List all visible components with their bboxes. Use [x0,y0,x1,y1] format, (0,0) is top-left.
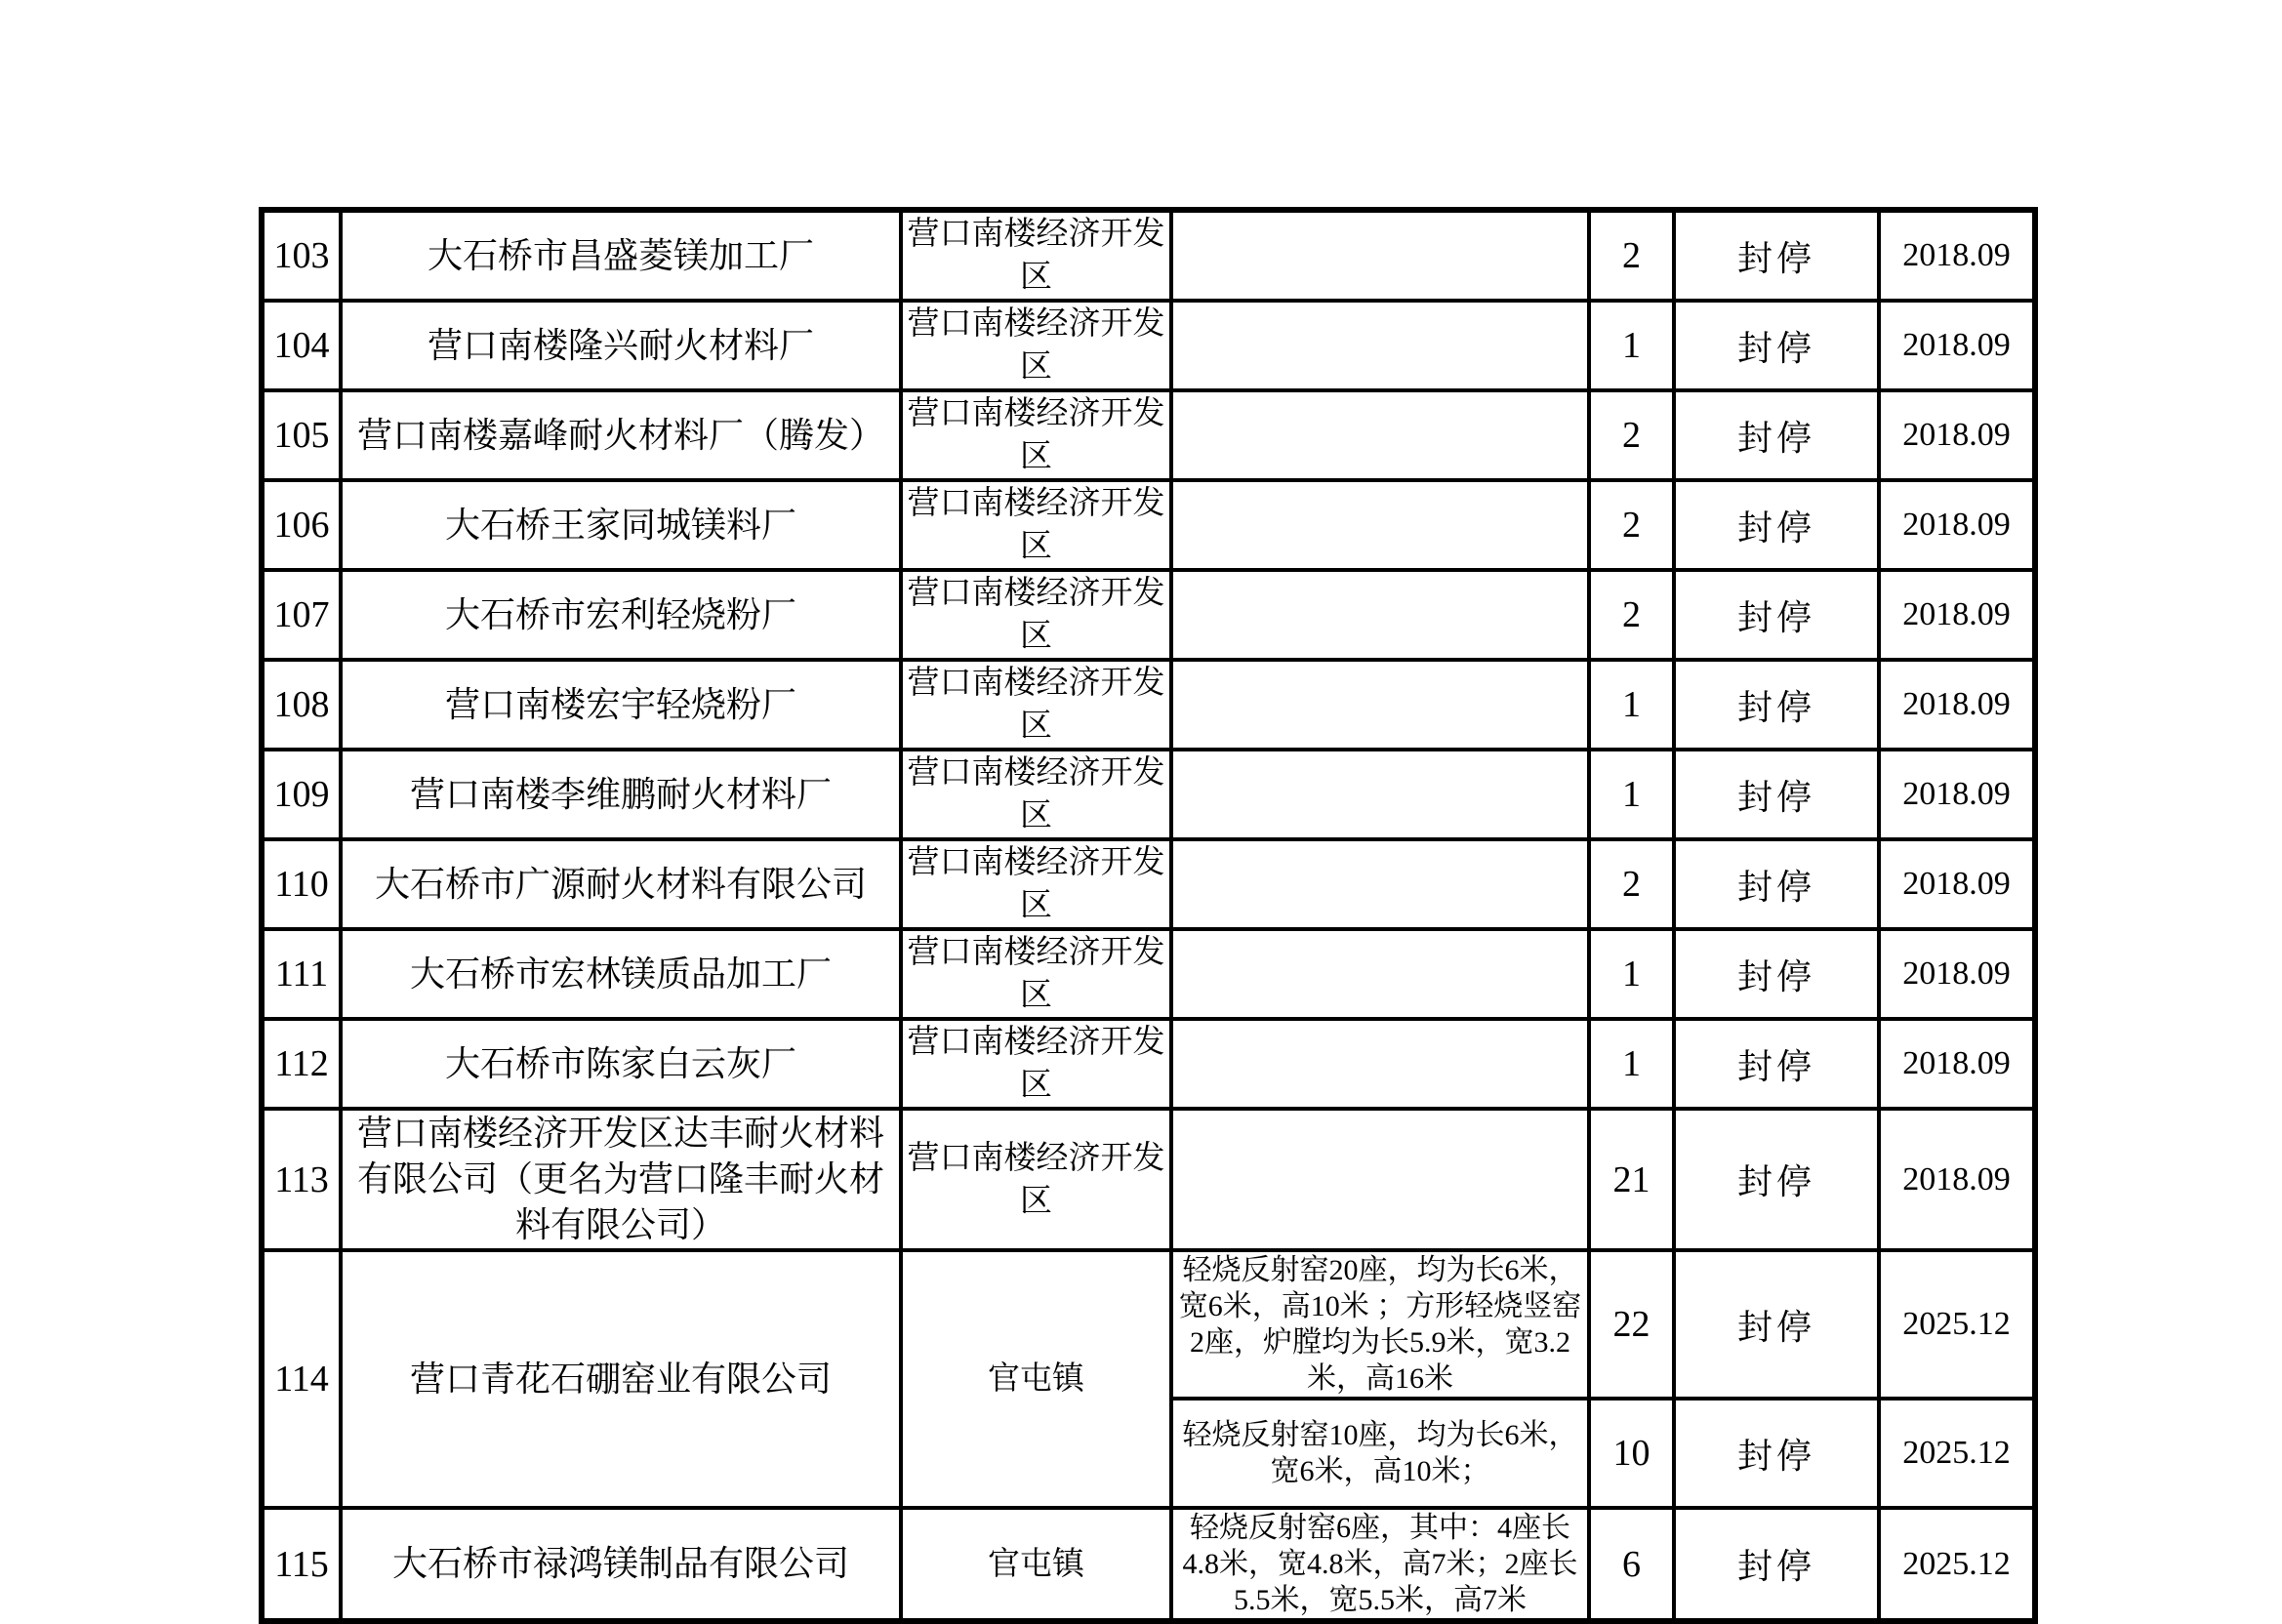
table-row [262,390,2035,480]
company-name-cell: 大石桥王家同城镁料厂 [341,480,901,570]
kiln-count-cell: 1 [1589,929,1674,1019]
kiln-count-cell: 6 [1589,1508,1674,1621]
kiln-count-cell: 2 [1589,570,1674,660]
row-number-cell: 110 [262,839,341,929]
row-number-cell: 105 [262,390,341,480]
date-cell: 2018.09 [1879,390,2035,480]
table-row [262,750,2035,839]
company-name-cell: 大石桥市陈家白云灰厂 [341,1019,901,1109]
company-name-cell: 营口南楼经济开发区达丰耐火材料有限公司（更名为营口隆丰耐火材料有限公司） [341,1109,901,1250]
status-cell: 封停 [1674,839,1879,929]
kiln-count-cell: 1 [1589,1019,1674,1109]
row-number-cell: 103 [262,210,341,301]
company-name-cell: 营口南楼隆兴耐火材料厂 [341,301,901,390]
location-cell: 营口南楼经济开发区 [901,929,1171,1019]
date-cell: 2018.09 [1879,570,2035,660]
row-number-cell: 107 [262,570,341,660]
row-number-cell: 109 [262,750,341,839]
company-name-cell: 营口南楼李维鹏耐火材料厂 [341,750,901,839]
company-name-cell: 营口南楼嘉峰耐火材料厂（腾发） [341,390,901,480]
row-number-cell: 108 [262,660,341,750]
location-cell: 营口南楼经济开发区 [901,1109,1171,1250]
date-cell: 2018.09 [1879,1019,2035,1109]
kiln-description-cell [1171,480,1589,570]
table-row [262,1250,2035,1399]
table-row [262,301,2035,390]
status-cell: 封停 [1674,390,1879,480]
company-name-cell: 大石桥市禄鸿镁制品有限公司 [341,1508,901,1621]
kiln-description-cell [1171,660,1589,750]
row-number-cell: 104 [262,301,341,390]
status-cell: 封停 [1674,1109,1879,1250]
date-cell: 2025.12 [1879,1250,2035,1399]
kiln-count-cell: 21 [1589,1109,1674,1250]
kiln-count-cell: 1 [1589,301,1674,390]
location-cell: 营口南楼经济开发区 [901,570,1171,660]
row-number-cell: 115 [262,1508,341,1621]
table-row [262,570,2035,660]
kiln-description-cell [1171,750,1589,839]
kiln-description-cell: 轻烧反射窑6座，其中：4座长4.8米，宽4.8米，高7米；2座长5.5米，宽5.5米，高7米 [1171,1508,1589,1621]
status-cell: 封停 [1674,480,1879,570]
date-cell: 2025.12 [1879,1508,2035,1621]
kiln-count-cell: 2 [1589,210,1674,301]
table-row [262,839,2035,929]
status-cell: 封停 [1674,1250,1879,1399]
kiln-count-cell: 2 [1589,480,1674,570]
kiln-count-cell: 2 [1589,390,1674,480]
location-cell: 官屯镇 [901,1250,1171,1508]
status-cell: 封停 [1674,660,1879,750]
kiln-description-cell [1171,390,1589,480]
company-name-cell: 大石桥市广源耐火材料有限公司 [341,839,901,929]
status-cell: 封停 [1674,929,1879,1019]
company-name-cell: 大石桥市昌盛菱镁加工厂 [341,210,901,301]
kiln-description-cell [1171,1019,1589,1109]
status-cell: 封停 [1674,1399,1879,1508]
location-cell: 营口南楼经济开发区 [901,210,1171,301]
status-cell: 封停 [1674,1508,1879,1621]
kiln-description-cell: 轻烧反射窑20座，均为长6米，宽6米，高10米 ；方形轻烧竖窑2座，炉膛均为长5.9米，宽3.2米，高16米 [1171,1250,1589,1399]
company-name-cell: 大石桥市宏利轻烧粉厂 [341,570,901,660]
kiln-count-cell: 1 [1589,660,1674,750]
kiln-count-cell: 1 [1589,750,1674,839]
status-cell: 封停 [1674,210,1879,301]
kiln-description-cell [1171,1109,1589,1250]
kiln-description-cell [1171,570,1589,660]
row-number-cell: 112 [262,1019,341,1109]
company-name-cell: 营口南楼宏宇轻烧粉厂 [341,660,901,750]
date-cell: 2018.09 [1879,839,2035,929]
date-cell: 2018.09 [1879,1109,2035,1250]
kiln-description-cell [1171,839,1589,929]
status-cell: 封停 [1674,750,1879,839]
kiln-count-cell: 22 [1589,1250,1674,1399]
kiln-description-cell [1171,301,1589,390]
row-number-cell: 113 [262,1109,341,1250]
status-cell: 封停 [1674,1019,1879,1109]
date-cell: 2018.09 [1879,660,2035,750]
table-row [262,1508,2035,1621]
enterprise-kiln-table [259,207,2038,1624]
date-cell: 2018.09 [1879,301,2035,390]
table-row [262,1019,2035,1109]
location-cell: 营口南楼经济开发区 [901,480,1171,570]
table-row [262,1109,2035,1250]
date-cell: 2018.09 [1879,480,2035,570]
company-name-cell: 大石桥市宏林镁质品加工厂 [341,929,901,1019]
row-number-cell: 111 [262,929,341,1019]
date-cell: 2018.09 [1879,929,2035,1019]
company-name-cell: 营口青花石硼窑业有限公司 [341,1250,901,1508]
location-cell: 官屯镇 [901,1508,1171,1621]
row-number-cell: 106 [262,480,341,570]
kiln-description-cell: 轻烧反射窑10座，均为长6米，宽6米，高10米； [1171,1399,1589,1508]
kiln-description-cell [1171,210,1589,301]
location-cell: 营口南楼经济开发区 [901,390,1171,480]
date-cell: 2018.09 [1879,750,2035,839]
kiln-count-cell: 2 [1589,839,1674,929]
location-cell: 营口南楼经济开发区 [901,301,1171,390]
row-number-cell: 114 [262,1250,341,1508]
kiln-description-cell [1171,929,1589,1019]
date-cell: 2018.09 [1879,210,2035,301]
status-cell: 封停 [1674,301,1879,390]
location-cell: 营口南楼经济开发区 [901,1019,1171,1109]
location-cell: 营口南楼经济开发区 [901,660,1171,750]
status-cell: 封停 [1674,570,1879,660]
kiln-count-cell: 10 [1589,1399,1674,1508]
date-cell: 2025.12 [1879,1399,2035,1508]
table-row [262,929,2035,1019]
table-row [262,660,2035,750]
location-cell: 营口南楼经济开发区 [901,839,1171,929]
location-cell: 营口南楼经济开发区 [901,750,1171,839]
table-row [262,480,2035,570]
table-row [262,210,2035,301]
